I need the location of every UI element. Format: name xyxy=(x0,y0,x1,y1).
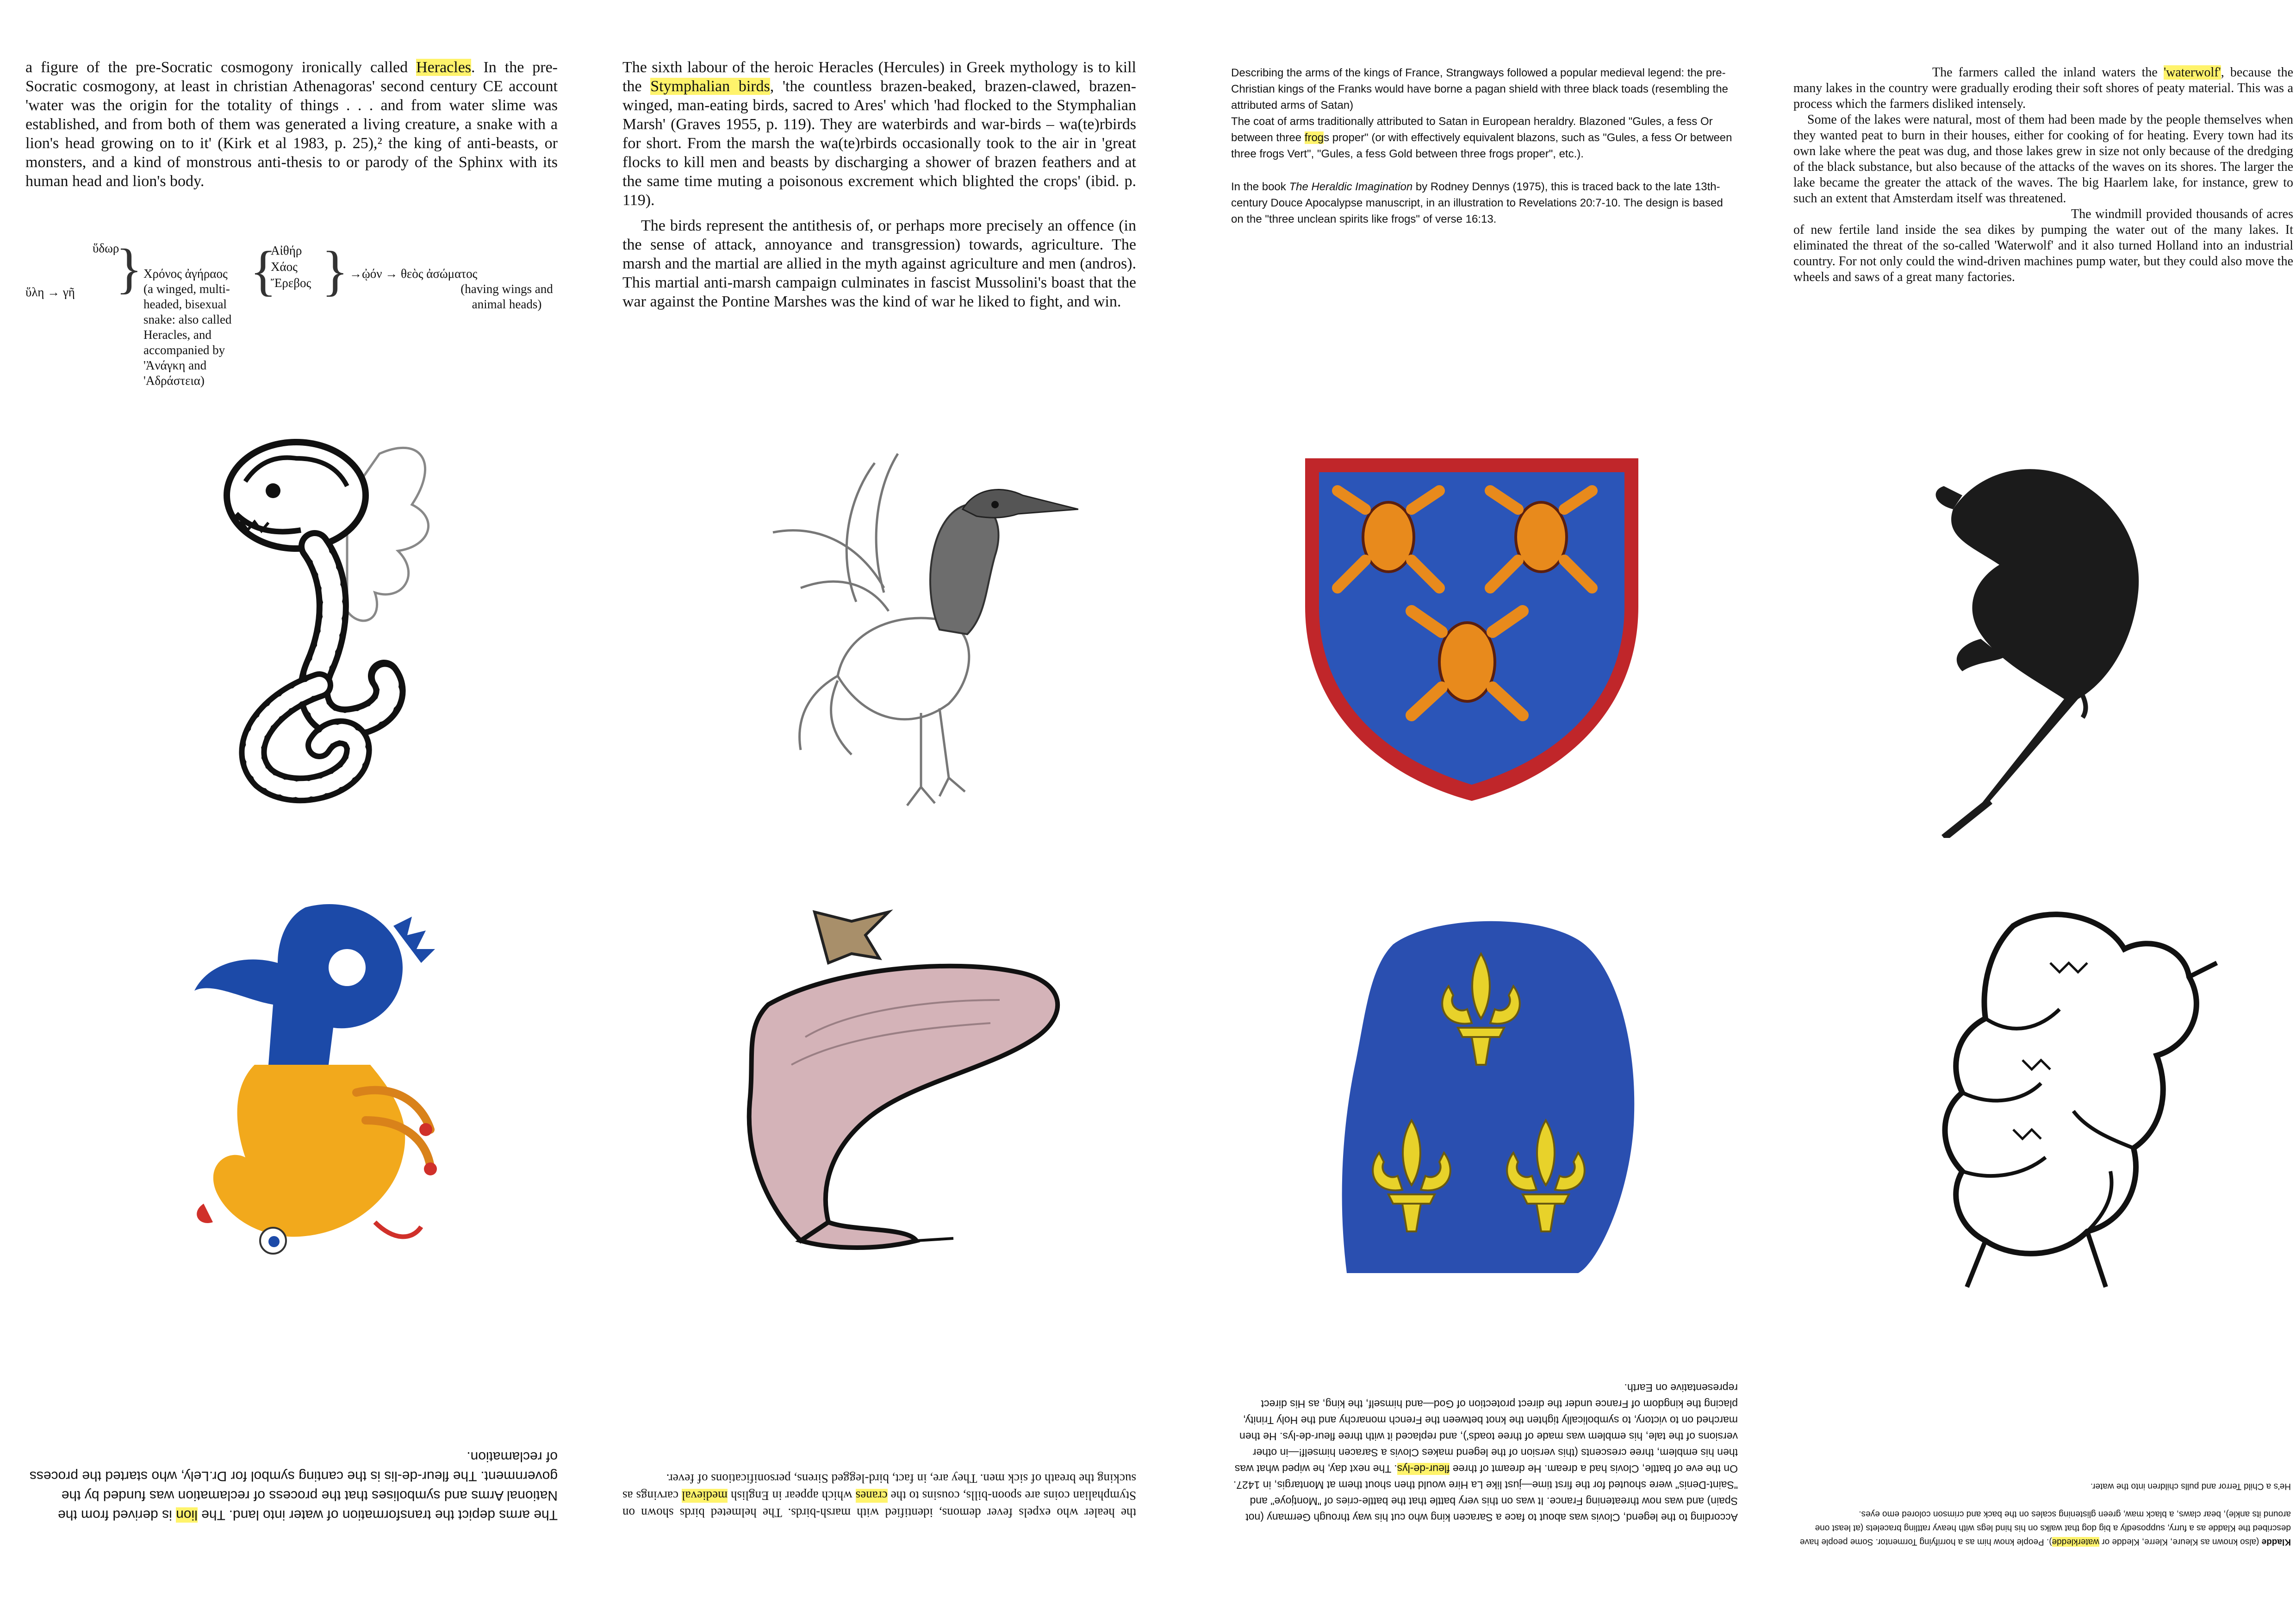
text-run: s proper" (or with effectively equivalent blazons, such as "Gules, a fess Or between three frogs Vert", "Gules, a fess Gold between three frogs proper", etc.). xyxy=(1231,131,1732,160)
scheme-chaos: Χάος xyxy=(271,260,298,274)
bottom-text-1 xyxy=(28,1447,558,1524)
column-4-text xyxy=(1793,65,2293,292)
fleur-de-lys-shield-icon xyxy=(1338,912,1638,1273)
lion-fish-arms-icon xyxy=(153,898,486,1292)
three-frogs-shield-icon xyxy=(1300,454,1643,806)
highlight-stymphalian-birds: Stymphalian birds xyxy=(650,78,770,95)
column-2-text xyxy=(622,58,1136,318)
highlight-frogs: frog xyxy=(1304,131,1324,144)
scheme-aither: Αἰθήρ xyxy=(271,244,302,257)
highlight-fleur-de-lys: fleur-de-lys xyxy=(1397,1463,1450,1475)
paragraph xyxy=(622,58,1136,210)
highlight-waterkledde: waterkledde xyxy=(2052,1537,2100,1547)
scheme-chronos: Χρόνος ἀγήραος xyxy=(143,267,228,281)
scheme-erebos: Ἔρεβος xyxy=(271,276,311,290)
text-run: The farmers called the inland waters the xyxy=(1932,65,2164,80)
text-run: The coat of arms traditionally attributed to Satan in European heraldry. Blazoned "Gules, a fess Or between three xyxy=(1231,115,1713,144)
text-run: The arms depict the transformation of water into land. The xyxy=(197,1507,558,1523)
bottom-text-3 xyxy=(1231,1380,1738,1525)
bottom-text-4 xyxy=(1793,1479,2291,1549)
scheme-hule-ge: ὕλη → γῆ xyxy=(25,285,75,299)
text-run: carvings as sucking the breath of sick men. They are, in fact, bird-legged Sirens, personifications of fever. xyxy=(622,1472,1136,1503)
stymphalian-bird-icon xyxy=(745,435,1078,815)
text-run: The sixth labour of the heroic Heracles (Hercules) in Greek mythology is to kill the xyxy=(622,59,1136,95)
text-run: by Rodney Dennys (1975), this is traced back to the late 13th-century Douce Apocalypse manuscript, in an illustration to Revelations 20:7-10. The design is based on the "three unclean spirits like frogs" of verse 16:13. xyxy=(1231,181,1723,225)
text-run: According to the legend, Clovis was about to face a Saracen king who cut his way through Germany (not Spain) and was now threatening France. It was on this very battle that the battle-cries of "Montjoye" and "Saint-Denis" were shouted for the first time—just like La Hire would then shout them at Montargis, in 1427. On the eve of battle, Clovis had a dream. He dreamt of three xyxy=(1233,1463,1738,1524)
brace-mid: { xyxy=(250,240,277,301)
paragraph xyxy=(1793,1507,2291,1549)
scheme-chronos-desc: (a winged, multi-headed, bisexual snake: also called Heracles, and accompanied by 'Ἀνάγκη and 'Αδράστεια) xyxy=(143,282,232,387)
waterwolf-icon xyxy=(1925,440,2212,838)
paragraph xyxy=(1231,179,1736,227)
bottom-text-2 xyxy=(622,1470,1136,1521)
highlight-heracles: Heracles xyxy=(416,59,472,76)
paragraph: The birds represent the antithesis of, or perhaps more precisely an offence (in the sense of attack, annoyance and transgression) towards, agriculture. The marsh and the martial are allied in the myth against agriculture and men (andros). This martial anti-marsh campaign culminates in fascist Mussolini's boast that the war against the Pontine Marshes was the kind of war he liked to fight, and win. xyxy=(622,217,1136,310)
scheme-oon-theos: →ᾠόν → θεὸς ἀσώματος xyxy=(349,267,478,281)
dragon-beast-icon xyxy=(1911,907,2226,1305)
text-run: . In the pre-Socratic cosmogony, at least in christian Athenagoras' second century CE account 'water was the origin for the totality of things . . . and from water slime was established, and from both of them was generated a living creature, a snake with a lion's head growing on to it' (Kirk et al 1983, p. 25),² the king of anti-beasts, or monsters, and a kind of monstrous anti-thesis to or parody of the Sphinx with its human head and lion's body. xyxy=(25,59,558,190)
text-run: the healer who expels fever demons, identified with marsh-birds. The helmeted birds shown on Stymphalian coins are spoon-bills, cousins to the xyxy=(622,1489,1136,1520)
lion-headed-snake-icon xyxy=(180,426,495,806)
scheme-hudor: ὕδωρ xyxy=(93,241,119,255)
highlight-medieval: medieval xyxy=(682,1489,728,1503)
paragraph: The windmill provided thousands of acres of new fertile land inside the sea dikes by pumping the water out of the many lakes. It eliminated the threat of the so-called 'Waterwolf' and it also turned Holland into an industrial country. For not only could the wind-driven machines pump water, but they could also move the wheels and saws of a great many factories. xyxy=(1793,207,2293,284)
text-run: ). People know him as a horrifying Tormentor. Some people have described the Kladde as a furry, supposedly a big dog that walks on his hind legs with heavy rattling bracelets (at least one around its ankle), bear claws, a black maw, green glistening scales on the back and crimson colored emo eyes. xyxy=(1799,1509,2291,1547)
text-run: In the book xyxy=(1231,181,1289,193)
paragraph xyxy=(1793,65,2293,112)
paragraph xyxy=(25,58,558,191)
brace-left: } xyxy=(116,237,143,299)
column-1-text xyxy=(25,58,558,197)
highlight-lion: lion xyxy=(176,1507,198,1523)
text-run: , because the many lakes in the country were gradually eroding their soft shores of peaty material. This was a process which the farmers disliked intensely. xyxy=(1793,65,2293,111)
highlight-waterwolf: 'waterwolf' xyxy=(2164,65,2221,80)
paragraph: He's a Child Terror and pulls children into the water. xyxy=(2090,1481,2291,1491)
text-run: a figure of the pre-Socratic cosmogony ironically called xyxy=(25,59,417,76)
text-run: , 'the countless brazen-beaked, brazen-clawed, brazen-winged, man-eating birds, sacred to Ares' which 'had flocked to the Stymphalian Marsh' (Graves 1955, p. 119). They are waterbirds and war-birds – wa(te)rbirds for short. From the marsh the wa(te)rbirds occasionally took to the air in 'great flocks to kill men and beasts by discharging a shower of brazen feathers and at the same time muting a poisonous excrement which blighted the crops' (ibid. p. 119). xyxy=(622,78,1136,209)
paragraph: Some of the lakes were natural, most of them had been made by the people themselves when they wanted peat to burn in their houses, either for cooking of for heating. Every town had its own lake where the peat was dug, and those lakes grew in size not only because of the dredging of the black substance, but also because of the attacks of the waves on its shores. The larger the lake became the greater the attack of the waves. The big Haarlem lake, for instance, grew to such an extent that Amsterdam itself was threatened. xyxy=(1793,112,2293,206)
book-title: The Heraldic Imagination xyxy=(1289,181,1413,193)
scheme-theos-desc: (having wings and animal heads) xyxy=(460,282,553,311)
diving-crane-icon xyxy=(713,907,1111,1259)
column-3-text xyxy=(1231,65,1736,234)
highlight-cranes: cranes xyxy=(855,1489,888,1503)
text-run: is derived from the National Arms and symbolises that the process of reclamation was funded by the government. The fleur-de-lis is the canting symbol for Dr.Lely, who started the process of reclamation. xyxy=(29,1449,558,1523)
paragraph: Describing the arms of the kings of France, Strangways followed a popular medieval legend: the pre-Christian kings of the Franks would have borne a pagan shield with three black toads (resembling the attributed arms of Satan) xyxy=(1231,67,1728,112)
text-run: (also known as Kleure, Klerre, Kledde or xyxy=(2099,1537,2262,1547)
text-run: which appear in English xyxy=(728,1489,856,1503)
kladde-title: Kladde xyxy=(2261,1537,2291,1547)
text-run: . The next day, he wiped what was then his emblem, three crescents (this version of the legend makes Clovis a Saracen himself!—in other versions of the tale, his emblem was made of three toads'), and replaced it with three fleur-de-lys. He then marched on to victory, to symbolically tighten the knot between the French monarchy and the Holy Trinity, placing the kingdom of France under the direct protection of God—and himself, the king, as His direct representative on Earth. xyxy=(1234,1382,1738,1475)
brace-right: } xyxy=(322,240,348,301)
cosmogony-scheme xyxy=(25,237,558,417)
paragraph xyxy=(1231,113,1736,162)
